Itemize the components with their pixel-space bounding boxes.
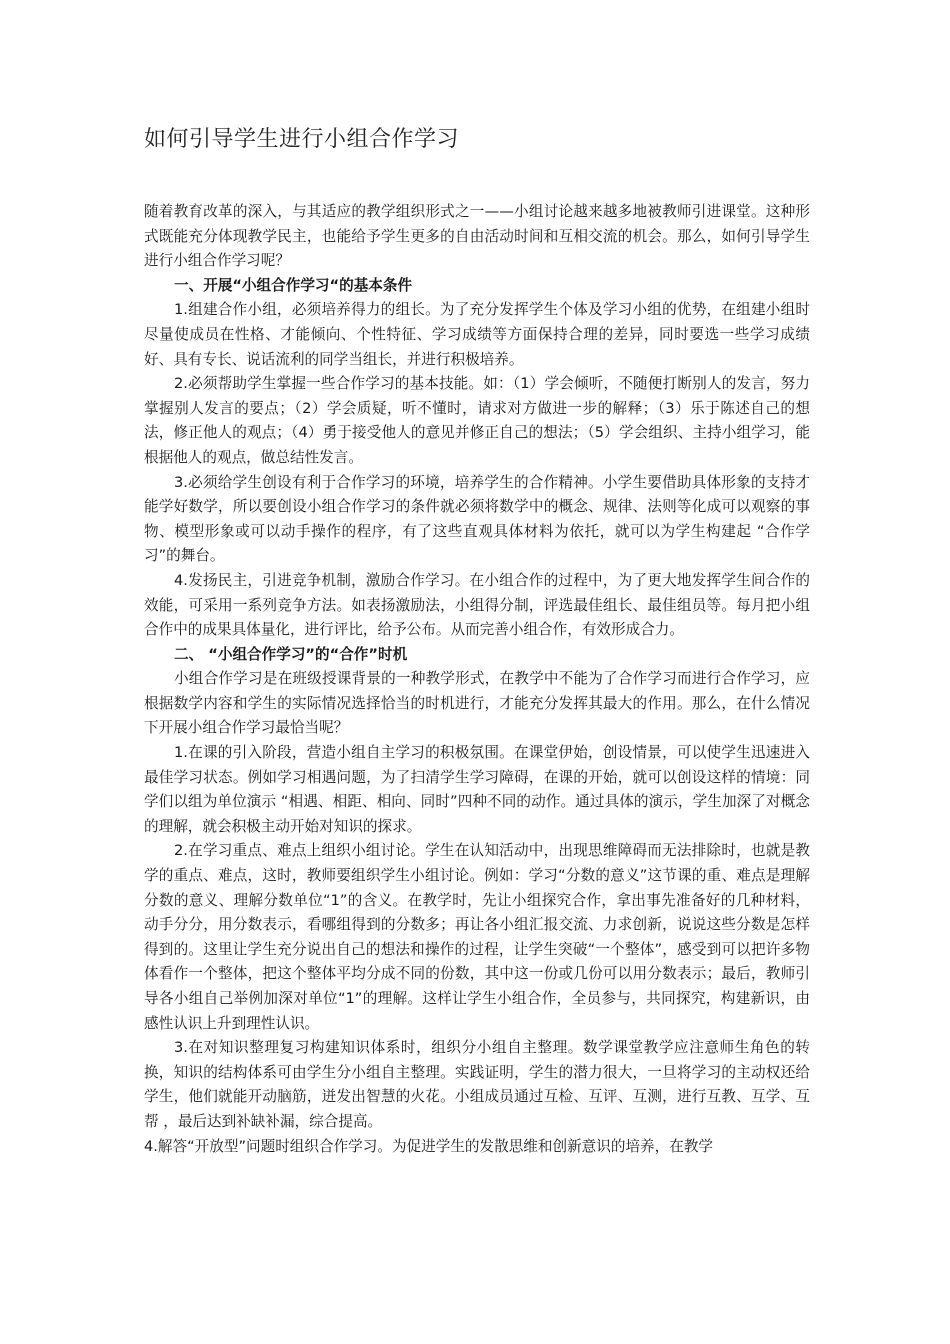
paragraph-1-1: 1.组建合作小组，必须培养得力的组长。为了充分发挥学生个体及学习小组的优势，在组建小组时尽量使成员在性格、才能倾向、个性特征、学习成绩等方面保持合理的差异，同时要选一些学习成绩好、具有专长、说话流利的同学当组长，并进行积极培养。 [144,301,810,368]
document-body [144,200,810,1159]
paragraph-2-2: 2.在学习重点、难点上组织小组讨论。学生在认知活动中，出现思维障碍而无法排除时，也就是教学的重点、难点，这时，教师要组织学生小组讨论。例如：学习“分数的意义”这节课的重、难点是理解分数的意义、理解分数单位“1”的含义。在教学时，先让小组探究合作，拿出事先准备好的几种材料，动手分分，用分数表示，看哪组得到的分数多；再让各小组汇报交流、力求创新，说说这些分数是怎样得到的。这里让学生充分说出自己的想法和操作的过程，让学生突破“一个整体”，感受到可以把许多物体看作一个整体，把这个整体平均分成不同的份数，其中这一份或几份可以用分数表示；最后，教师引导各小组自己举例加深对单位“1”的理解。这样让学生小组合作，全员参与，共同探究，构建新识，由感性认识上升到理性认识。 [144,842,810,1032]
paragraph-2-1: 1.在课的引入阶段，营造小组自主学习的积极氛围。在课堂伊始，创设情景，可以使学生迅速进入最佳学习状态。例如学习相遇问题，为了扫清学生学习障碍，在课的开始，就可以创设这样的情境：同学们以组为单位演示 “相遇、相距、相向、同时”四种不同的动作。通过具体的演示，学生加深了对概念的理解，就会积极主动开始对知识的探求。 [144,744,810,835]
paragraph-2-intro: 小组合作学习是在班级授课背景的一种教学形式，在教学中不能为了合作学习而进行合作学习，应根据数学内容和学生的实际情况选择恰当的时机进行，才能充分发挥其最大的作用。那么，在什么情况下开展小组合作学习最恰当呢？ [144,670,810,737]
section-heading-1: 一、开展“小组合作学习“的基本条件 [174,276,413,294]
paragraph-2-3: 3.在对知识整理复习构建知识体系时，组织分小组自主整理。数学课堂教学应注意师生角色的转换，知识的结构体系可由学生分小组自主整理。实践证明，学生的潜力很大，一旦将学习的主动权还给学生，他们就能开动脑筋，迸发出智慧的火花。小组成员通过互检、互评、互测，进行互教、互学、互帮 ，最后达到补缺补漏，综合提高。 [144,1039,810,1130]
paragraph-1-2: 2.必须帮助学生掌握一些合作学习的基本技能。如：（1）学会倾听，不随便打断别人的发言，努力掌握别人发言的要点；（2）学会质疑，听不懂时，请求对方做进一步的解释；（3）乐于陈述自己的想法，修正他人的观点；（4）勇于接受他人的意见并修正自己的想法；（5）学会组织、主持小组学习，能根据他人的观点，做总结性发言。 [144,375,810,466]
document-title: 如何引导学生进行小组合作学习 [144,127,460,152]
section-heading-2: 二、 “小组合作学习”的“合作”时机 [174,645,408,663]
intro-paragraph: 随着教育改革的深入，与其适应的教学组织形式之一——小组讨论越来越多地被教师引进课堂。这种形式既能充分体现教学民主，也能给予学生更多的自由活动时间和互相交流的机会。那么，如何引导学生进行小组合作学习呢？ [144,203,810,270]
paragraph-1-3: 3.必须给学生创设有利于合作学习的环境，培养学生的合作精神。小学生要借助具体形象的支持才能学好数学，所以要创设小组合作学习的条件就必须将数学中的概念、规律、法则等化成可以观察的事物、模型形象或可以动手操作的程序，有了这些直观具体材料为依托，就可以为学生构建起 “合作学习”的舞台。 [144,473,810,565]
paragraph-1-4: 4.发扬民主，引进竞争机制，激励合作学习。在小组合作的过程中，为了更大地发挥学生间合作的效能，可采用一系列竞争方法。如表扬激励法，小组得分制，评选最佳组长、最佳组员等。每月把小组合作中的成果具体量化，进行评比，给予公布。从而完善小组合作，有效形成合力。 [144,571,810,639]
paragraph-2-4: 4.解答“开放型”问题时组织合作学习。为促进学生的发散思维和创新意识的培养，在教学 [144,1137,714,1155]
